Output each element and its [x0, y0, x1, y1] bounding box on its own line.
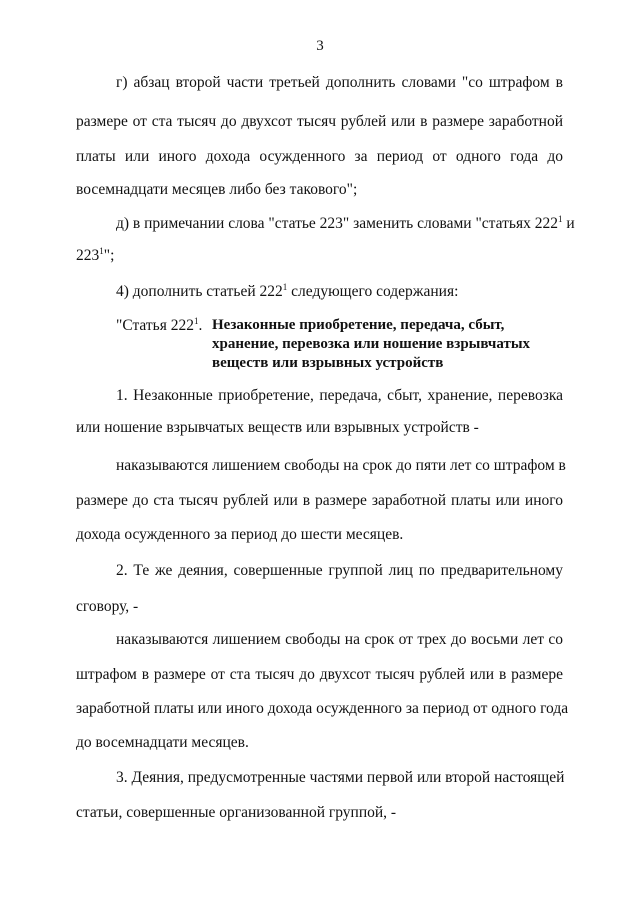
- part-1-line-4: размере до ста тысяч рублей или в размере заработной платы или иного: [76, 492, 563, 509]
- paragraph-d-line-1: [116, 214, 575, 233]
- article-title-line-3: веществ или взрывных устройств: [212, 355, 444, 371]
- page-number: 3: [316, 38, 324, 54]
- article-label-text-a: "Статья 222: [116, 317, 194, 334]
- part-3-line-1: 3. Деяния, предусмотренные частями первой или второй настоящей: [116, 769, 565, 786]
- paragraph-d-text-b: и: [562, 215, 575, 232]
- part-2-line-2: сговору, -: [76, 598, 139, 615]
- part-2-line-5: заработной платы или иного дохода осужденного за период от одного года: [76, 700, 569, 717]
- paragraph-d-superscript: 1: [557, 214, 563, 224]
- part-2-line-4: штрафом в размере от ста тысяч до двухсот тысяч рублей или в размере: [76, 666, 563, 683]
- part-2-line-1: 2. Те же деяния, совершенные группой лиц по предварительному: [116, 562, 563, 579]
- paragraph-d-line-2-text-a: 223: [76, 247, 100, 264]
- article-title-line-2: хранение, перевозка или ношение взрывчатых: [212, 336, 531, 352]
- paragraph-g-line-4: восемнадцати месяцев либо без такового";: [76, 181, 358, 198]
- paragraph-4-superscript: 1: [282, 282, 288, 292]
- paragraph-g-line-2: размере от ста тысяч до двухсот тысяч рублей или в размере заработной: [76, 113, 563, 130]
- paragraph-4-text-a: 4) дополнить статьей 222: [116, 283, 283, 300]
- paragraph-g-line-3: платы или иного дохода осужденного за период от одного года до: [76, 148, 563, 165]
- paragraph-d-text-a: д) в примечании слова "статье 223" заменить словами "статьях 222: [116, 215, 558, 232]
- paragraph-d-line-2: [76, 247, 114, 265]
- article-label-superscript: 1: [194, 316, 199, 326]
- paragraph-4-line: [116, 283, 458, 301]
- part-1-line-5: дохода осужденного за период до шести месяцев.: [76, 526, 404, 543]
- part-1-line-3: наказываются лишением свободы на срок до пяти лет со штрафом в: [116, 457, 566, 474]
- paragraph-d-line-2-text-b: ";: [103, 247, 115, 264]
- part-1-line-1: 1. Незаконные приобретение, передача, сбыт, хранение, перевозка: [116, 387, 563, 404]
- article-label: [116, 316, 202, 335]
- article-label-text-b: .: [198, 317, 203, 334]
- part-2-line-3: наказываются лишением свободы на срок от трех до восьми лет со: [116, 631, 563, 648]
- paragraph-d-line-2-superscript: 1: [99, 246, 104, 256]
- part-3-line-2: статьи, совершенные организованной группой, -: [76, 804, 397, 821]
- part-1-line-2: или ношение взрывчатых веществ или взрывных устройств -: [76, 419, 479, 436]
- article-title-line-1: Незаконные приобретение, передача, сбыт,: [212, 317, 505, 333]
- part-2-line-6: до восемнадцати месяцев.: [76, 734, 249, 751]
- paragraph-4-text-b: следующего содержания:: [287, 283, 459, 300]
- paragraph-g-line-1: г) абзац второй части третьей дополнить словами "со штрафом в: [116, 74, 563, 91]
- article-title: [212, 316, 530, 373]
